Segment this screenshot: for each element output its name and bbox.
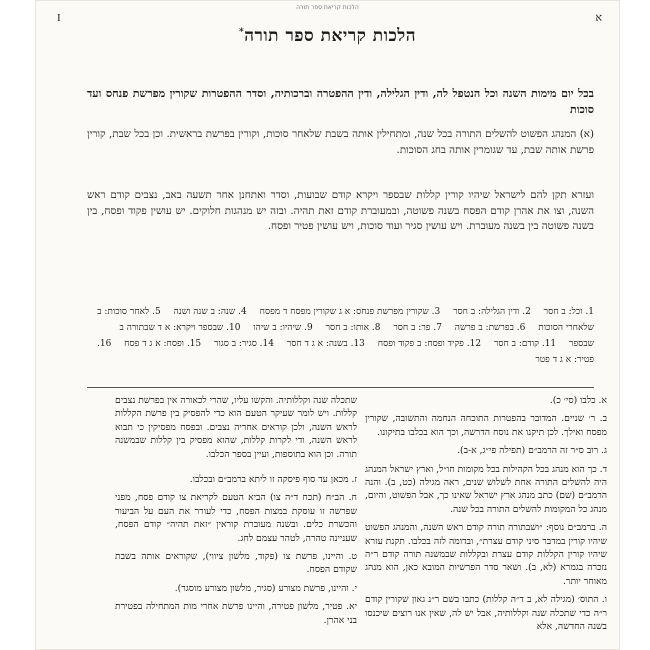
body-paragraph: ועזרא תקן להם לישראל שיהיו קורין קללות שבספר ויקרא קודם שבועות, וסדר ואתחנן אחר תשעה באב, נצבים קודם ראש השנה, וצו את אהרן קודם הפסח בשנה פשוטה, ובמעוברת קודם זאת תהיה. ובזה יש מנהגות חלוקים. יש עושין פקוד ופסח, בין בשנה פשוטה בין בשנה מעוברת. ויש עושין סגיר ועוד סוכות, ויש עושין פטיר ופסח. (87, 189, 594, 232)
commentary-note: ח. הב״ח (תכח ד״ה צו) הביא הטעם לקריאת צו קודם פסח, מפני שפרשה זו עוסקת במצות הפסח, כדי לעורר את העם על הביעור והכשרת כלים. ובשנה מעוברת קוראין ״זאת תהיה״ קודם הפסח, שעניינה טהרה, לטהר עצמם לחג. (115, 492, 357, 544)
note: 5. לאחר סוכות: ב שלאחרי הסוכות (97, 307, 594, 333)
page-number-right: א (595, 12, 602, 24)
commentary-note: יא. פטיר, מלשון פטירה, והיינו פרשת אחרי מות המתחילה בפטירת בני אהרן. (115, 601, 357, 626)
commentary-note: שתכלה שנה וקללותיה. והקשו עליו, שהרי לכאורה אין בפרשת נצבים קללות. ויש לומר שעיקר הטעם הוא כדי להפסיק בין פרשת הקללות לראש השנה, ולכן קוראים אחריה נצבים. ובפסח מפסיקין כי תבוא לראש השנה, ודי לקרות קללות, שהוא מפסיק בין קללות שבמשנה תורה. וכן הוא בתוספות, ועיין בספר הכלבו. (115, 395, 357, 460)
variant-notes (87, 304, 594, 368)
running-head: הלכות קריאת ספר תורה (296, 4, 359, 11)
commentary-note: ה. ברמב״ם נוסף: ״ושבתורה תורה קודם ראש השנה, והמנהג הפשוט שיהיו קורין במדבר סיני קודם עצרת״, ובדומה לזה בכלבו. תקנת עזרא שיהיו קורין הקללות קודם עצרת ובקללות שבמשנה תורה קודם ר״ה נזכרה בגמרא (לא, ב). ושאר סדר הפרשיות המובא כאן, הוא מנהג מאוחר יותר. (365, 522, 607, 587)
note: 12. פקיד ופסח: ב פקוד ופסח (377, 339, 482, 349)
commentary-note: ד. כך הוא מנהג בכל הקהילות בכל מקומות חו״ל, וארץ ישראל המנהג היה להשלים התורה אחת לשלוש שנים, ראה מגילה (כט, ב). והנה הרמב״ם (שם) כתב מנהג ארץ ישראל שאינו כך, אבל הפשוט, והיום, מנהג כל המקומות להשלים התורה בכל שנה. (365, 463, 607, 515)
note: 14. סגיר: ב סגור (214, 339, 274, 349)
note: 11. קודם: ב חסר (493, 339, 557, 349)
note: 1. וכל: ב חסר (543, 307, 594, 317)
body-paragraph: (א) המנהג הפשוט להשלים התורה בכל שנה, ומתחילין אותה בשבת שלאחר סוכות, וקורין בפרשת בראשית. וכן בכל שבת, קורין פרשת אותה שבת, עד שגומרין אותה בחג הסוכות. (87, 128, 594, 156)
note: 6. בפרשת: ב פרשה (454, 323, 526, 333)
commentary-note: א. כלבו (סי׳ כ). (549, 395, 607, 406)
note: 10. שבספר ויקרא: א ד שבתורה ב שבספר (119, 323, 594, 349)
commentary-note: י. והיינו, פרשת מצורע (סגיר, מלשון מצורע מוסגר). (174, 582, 357, 594)
title-footnote-mark: * (238, 27, 245, 38)
page-title (35, 26, 620, 46)
note: 16. פטיר: א ג ד פטר (96, 339, 594, 365)
note: 15. ופסח: א ג ד פסח (124, 339, 202, 349)
commentary-note: ו. התוס׳ (מגילה לא, ב ד״ה קללות) כתבו בשם ר״נ גאון שקורין קודם ר״ה כדי שתכלה שנה וקללותיה, אבל יש לה, שאין אנו רוצים שיכנסו בשנה החדשה, אלא (365, 594, 607, 633)
note: 7. פר: ב חסר (393, 323, 442, 333)
commentary-note: ג. רוב ס״ר זה הרמב״ם (תפילה פי״ג, א-ב). (457, 445, 607, 457)
commentary-note: ז. מכאן עד סוף פיסקה זו ליתא ברמב״ם ובכלבו. (189, 474, 357, 486)
commentary-column-right (365, 394, 607, 639)
commentary-note: ב. ר׳ שניים. המדובר בהפטרות התוכחה הנחמה והתשובה, שקורין מפסח ואילך. לכן תיקנו את נוסח הדרשה, וכך הוא בכלבו בתיקונו. (365, 413, 607, 438)
page-title-text: הלכות קריאת ספר תורה (244, 26, 417, 46)
footnote-divider (87, 387, 594, 388)
book-page (35, 0, 620, 650)
page-number-left: I (57, 12, 61, 24)
note: 9. שיהיו: ב שיהו (253, 323, 313, 333)
note: 2. ודין הגלילה: ב חסר (453, 307, 531, 317)
commentary-note: ט. והיינו, פרשת צו (פקוד, מלשון ציווי), שקוראים אותה בשבת שקודם הפסח. (115, 551, 357, 576)
chapter-intro: בכל יום מימות השנה וכל הנטפל לה, ודין הגלילה, ודין ההפטרה וברכותיה, וסדר ההפטרות שקורין מפרשת פנחס ועד סוכות (87, 87, 594, 116)
note: 4. שנה: ב שנה ושנה (173, 307, 247, 317)
note: 8. אותו: ב חסר (325, 323, 381, 333)
commentary-column-left (115, 394, 357, 632)
note: 3. שקורין מפרשת פנחס: א ג שקורין מפסח ד מפסח (259, 307, 441, 317)
note: 13. בשנה: א ג ד חסר (286, 339, 365, 349)
